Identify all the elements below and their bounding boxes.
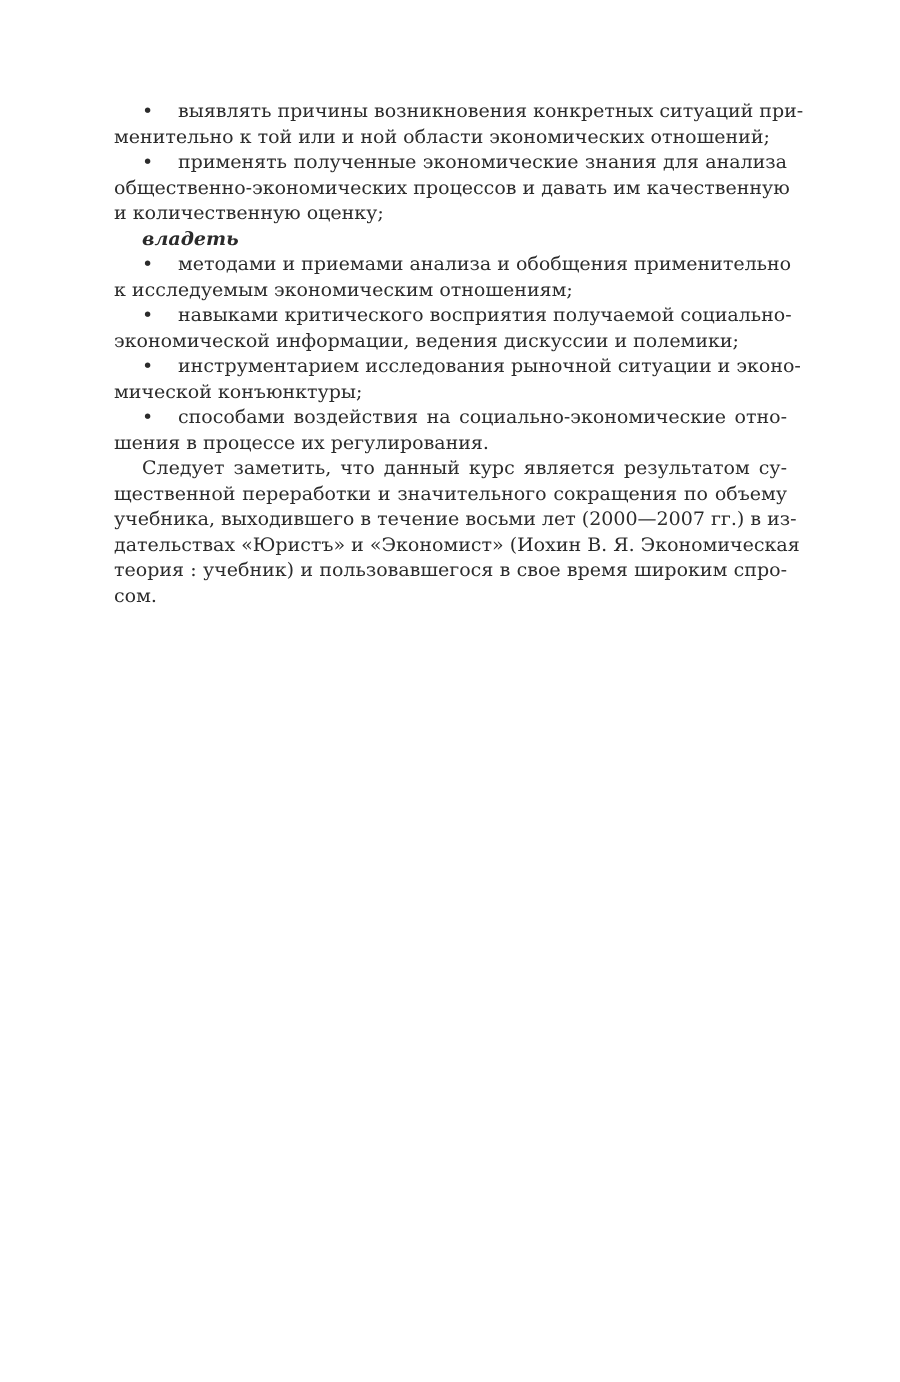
bullet-item [114,99,804,150]
paragraph-line: дательствах «Юристъ» и «Экономист» (Иохин В. Я. Экономическая [114,533,800,556]
bullet-icon: • [142,151,154,173]
bullet-item [114,354,801,405]
section-heading: владеть [142,227,239,250]
bullet-icon: • [142,304,154,326]
paragraph-line: теория : учебник) и пользовавшегося в свое время широким спро- [114,559,787,581]
paragraph-line: сом. [114,584,157,607]
bullet-icon: • [142,355,154,377]
bullet-icon: • [142,100,154,122]
list-line: • инструментарием исследования рыночной ситуации и эконо- [114,354,787,380]
list-line: • методами и приемами анализа и обобщения применительно [114,252,787,278]
body-paragraph [114,456,800,609]
list-line: и количественную оценку; [114,202,384,224]
list-line: шения в процессе их регулирования. [114,431,489,454]
list-line: • способами воздействия на социально-экономические отно- [114,405,787,431]
list-line: • применять полученные экономические знания для анализа [114,150,787,176]
bullet-item [114,252,792,303]
list-line: экономической информации, ведения дискуссии и полемики; [114,329,739,352]
list-line: менительно к той или и ной области экономических отношений; [114,125,770,148]
list-line: • выявлять причины возникновения конкретных ситуаций при- [114,99,787,125]
bullet-icon: • [142,406,154,428]
list-line: мической конъюнктуры; [114,380,363,403]
bullet-item [114,405,787,456]
bullet-icon: • [142,253,154,275]
list-line: общественно-экономических процессов и давать им качественную [114,176,790,199]
paragraph-line: щественной переработки и значительного сокращения по объему [114,482,787,505]
paragraph-line: учебника, выходившего в течение восьми лет (2000—2007 гг.) в из- [114,508,797,530]
body-text [114,99,804,609]
paragraph-line: Следует заметить, что данный курс является результатом су- [142,457,787,479]
list-line: к исследуемым экономическим отношениям; [114,278,573,301]
bullet-item [114,150,790,227]
list-line: • навыками критического восприятия получаемой социально- [114,303,787,329]
bullet-item [114,303,792,354]
